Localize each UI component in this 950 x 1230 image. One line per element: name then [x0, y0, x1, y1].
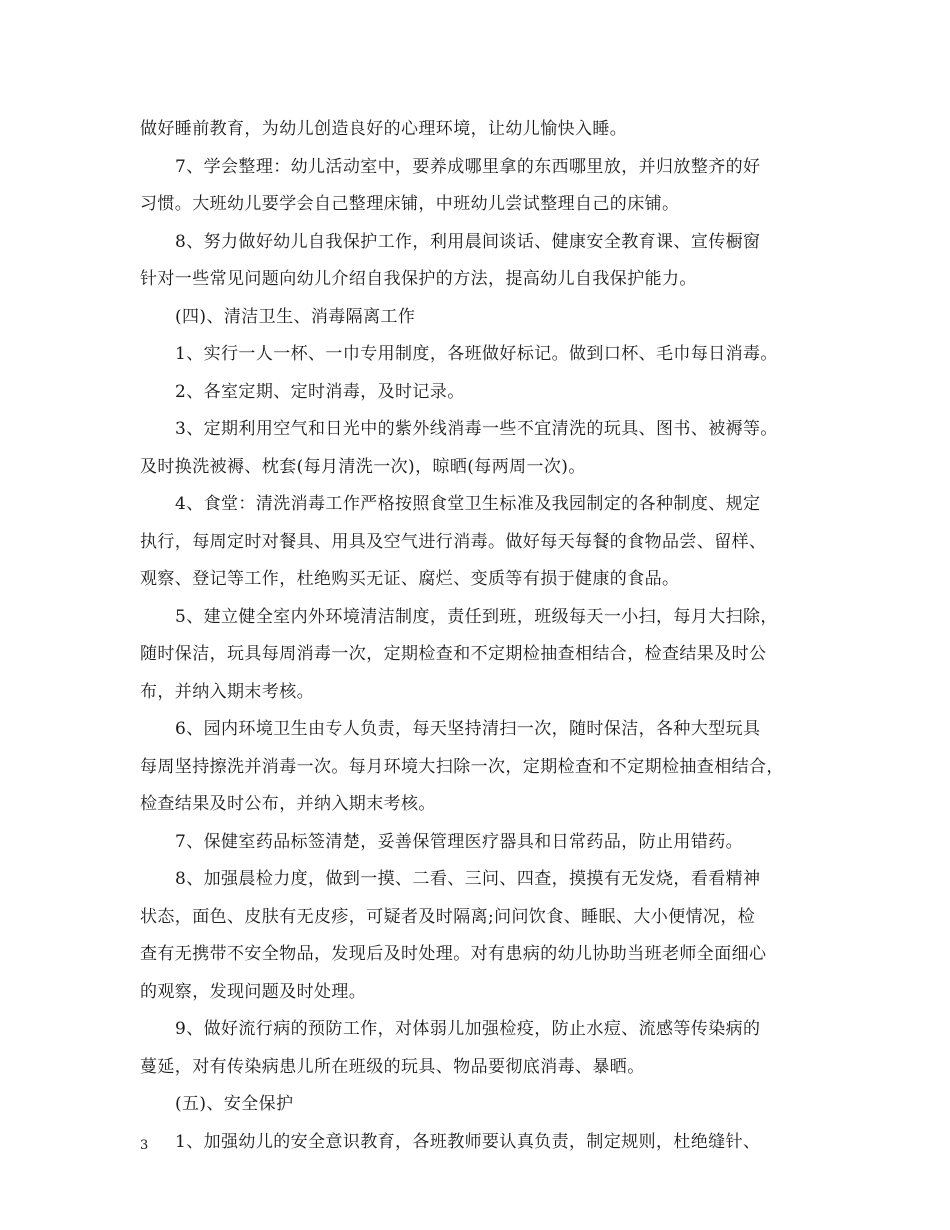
text-line: 1、加强幼儿的安全意识教育，各班教师要认真负责，制定规则，杜绝缝针、 — [175, 1131, 761, 1152]
text-line: 8、努力做好幼儿自我保护工作，利用晨间谈话、健康安全教育课、宣传橱窗 — [175, 231, 761, 252]
text-line: 蔓延，对有传染病患儿所在班级的玩具、物品要彻底消毒、暴晒。 — [140, 1056, 645, 1077]
text-line: 7、学会整理：幼儿活动室中，要养成哪里拿的东西哪里放，并归放整齐的好 — [175, 156, 761, 177]
page-number: 3 — [140, 1138, 149, 1153]
text-line: 每周坚持擦洗并消毒一次。每月环境大扫除一次，定期检查和不定期检抽查相结合， — [140, 756, 784, 777]
section-heading: (五)、安全保护 — [175, 1094, 294, 1114]
text-line: 做好睡前教育，为幼儿创造良好的心理环境，让幼儿愉快入睡。 — [140, 119, 628, 139]
text-line: 布，并纳入期末考核。 — [140, 681, 314, 702]
text-line: 及时换洗被褥、枕套(每月清洗一次)，晾晒(每两周一次)。 — [140, 456, 586, 477]
text-line: 8、加强晨检力度，做到一摸、二看、三问、四查，摸摸有无发烧，看看精神 — [175, 869, 761, 889]
text-line: 1、实行一人一杯、一巾专用制度，各班做好标记。做到口杯、毛巾每日消毒。 — [175, 344, 778, 364]
text-line: 状态，面色、皮肤有无皮疹，可疑者及时隔离;问问饮食、睡眠、大小便情况，检 — [140, 906, 756, 927]
text-line: 针对一些常见问题向幼儿介绍自我保护的方法，提高幼儿自我保护能力。 — [140, 269, 697, 289]
text-line: 7、保健室药品标签清楚，妥善保管理医疗器具和日常药品，防止用错药。 — [175, 831, 744, 852]
section-heading: (四)、清洁卫生、消毒隔离工作 — [175, 306, 416, 327]
text-line: 执行，每周定时对餐具、用具及空气进行消毒。做好每天每餐的食物品尝、留样、 — [140, 531, 767, 552]
text-line: 查有无携带不安全物品，发现后及时处理。对有患病的幼儿协助当班老师全面细心 — [140, 944, 767, 964]
text-line: 习惯。大班幼儿要学会自己整理床铺，中班幼儿尝试整理自己的床铺。 — [140, 194, 680, 214]
document-body — [140, 111, 812, 1161]
text-line: 6、园内环境卫生由专人负责，每天坚持清扫一次，随时保洁，各种大型玩具 — [175, 719, 761, 739]
text-line: 3、定期利用空气和日光中的紫外线消毒一些不宜清洗的玩具、图书、被褥等。 — [175, 419, 778, 439]
text-line: 5、建立健全室内外环境清洁制度，责任到班，班级每天一小扫，每月大扫除， — [175, 606, 778, 627]
text-line: 随时保洁，玩具每周消毒一次，定期检查和不定期检抽查相结合，检查结果及时公 — [140, 644, 767, 664]
text-line: 9、做好流行病的预防工作，对体弱儿加强检疫，防止水痘、流感等传染病的 — [175, 1019, 761, 1039]
text-line: 4、食堂：清洗消毒工作严格按照食堂卫生标准及我园制定的各种制度、规定 — [175, 494, 761, 514]
text-line: 检查结果及时公布，并纳入期末考核。 — [140, 794, 436, 814]
text-line: 2、各室定期、定时消毒，及时记录。 — [175, 381, 465, 402]
text-line: 观察、登记等工作，杜绝购买无证、腐烂、变质等有损于健康的食品。 — [140, 569, 680, 589]
text-line: 的观察，发现问题及时处理。 — [140, 981, 367, 1002]
